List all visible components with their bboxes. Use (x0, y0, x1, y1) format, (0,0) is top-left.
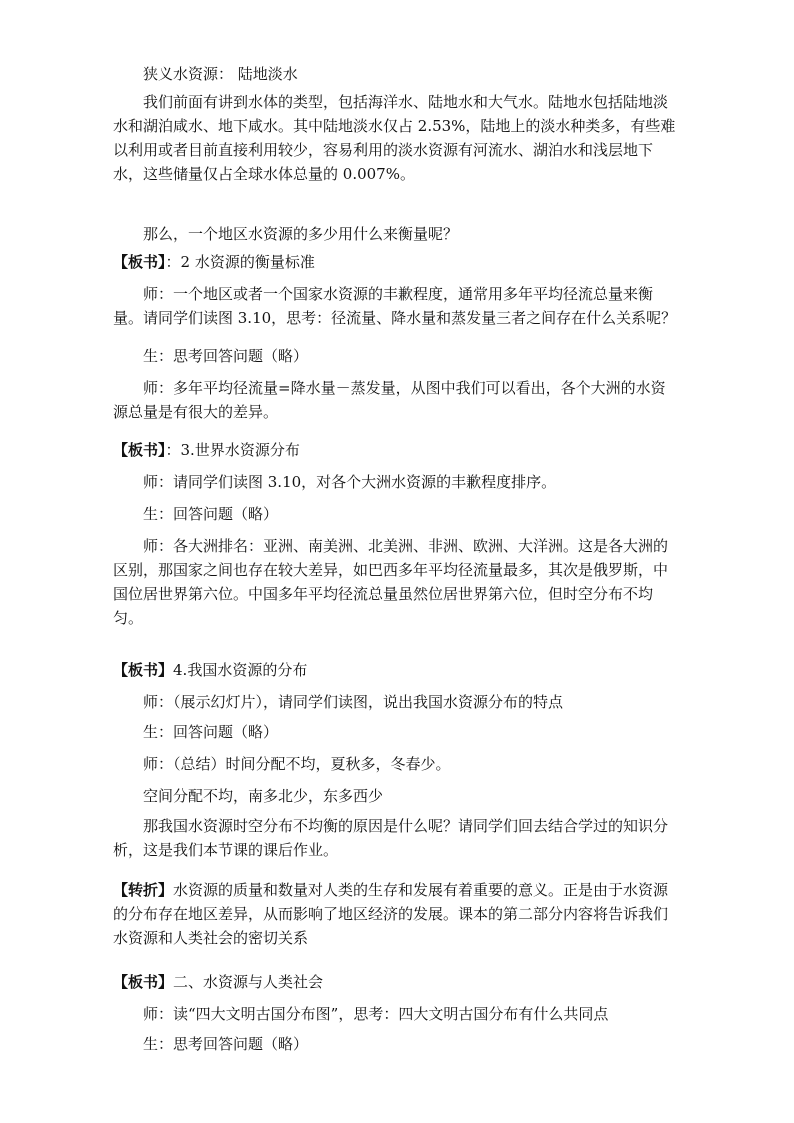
paragraph-text: 师：请同学们读图 3.10，对各个大洲水资源的丰歉程度排序。 (143, 473, 557, 491)
paragraph-text: ：2 水资源的衡量标准 (165, 253, 315, 271)
board-note (113, 658, 679, 682)
paragraph (113, 690, 679, 714)
paragraph (113, 1032, 679, 1056)
paragraph (113, 502, 679, 526)
paragraph-text: ：3.世界水资源分布 (165, 441, 300, 459)
paragraph-text: 狭义水资源： 陆地淡水 (143, 65, 298, 83)
paragraph-text: 师：一个地区或者一个国家水资源的丰歉程度，通常用多年平均径流总量来衡量。请同学们读图 3.10，思考：径流量、降水量和蒸发量三者之间存在什么关系呢？ (113, 285, 677, 327)
paragraph (113, 222, 679, 246)
paragraph (113, 1002, 679, 1026)
paragraph-text: 二、水资源与人类社会 (173, 973, 324, 991)
transition-note (113, 878, 679, 950)
board-note (113, 970, 679, 994)
paragraph (113, 784, 679, 808)
paragraph-text: 生：回答问题（略） (143, 723, 279, 741)
paragraph-text: 师：读“四大文明古国分布图”，思考：四大文明古国分布有什么共同点 (143, 1005, 609, 1023)
paragraph (113, 344, 679, 368)
paragraph-text: 师：（总结）时间分配不均，夏秋多，冬春少。 (143, 755, 451, 773)
paragraph (113, 470, 679, 494)
board-label: 【板书】 (113, 253, 166, 271)
paragraph-text: 师：多年平均径流量=降水量－蒸发量，从图中我们可以看出，各个大洲的水资源总量是有很大的差异。 (113, 379, 666, 421)
board-label: 【板书】 (113, 973, 174, 991)
transition-label: 【转折】 (113, 881, 174, 899)
paragraph (113, 282, 679, 330)
paragraph (113, 814, 679, 862)
board-label: 【板书】 (113, 441, 166, 459)
board-label: 【板书】 (113, 661, 174, 679)
paragraph (113, 376, 679, 424)
paragraph-text: 师：各大洲排名：亚洲、南美洲、北美洲、非洲、欧洲、大洋洲。这是各大洲的区别，那国家之间也存在较大差异，如巴西多年平均径流量最多，其次是俄罗斯，中国位居世界第六位。中国多年平均径流总量虽然位居世界第六位，但时空分布不均匀。 (113, 537, 669, 627)
paragraph-text: 我们前面有讲到水体的类型，包括海洋水、陆地水和大气水。陆地水包括陆地淡水和湖泊咸水、地下咸水。其中陆地淡水仅占 2.53%，陆地上的淡水种类多，有些难以利用或者目前直接利用较少，容易利用的淡水资源有河流水、湖泊水和浅层地下水，这些储量仅占全球水体总量的 0.007%。 (113, 93, 676, 183)
paragraph (113, 534, 679, 630)
board-note (113, 250, 679, 274)
paragraph-text: 那么，一个地区水资源的多少用什么来衡量呢？ (143, 225, 459, 243)
paragraph-text: 水资源的质量和数量对人类的生存和发展有着重要的意义。正是由于水资源的分布存在地区差异，从而影响了地区经济的发展。课本的第二部分内容将告诉我们水资源和人类社会的密切关系 (113, 881, 669, 947)
paragraph-text: 生：回答问题（略） (143, 505, 279, 523)
paragraph (113, 720, 679, 744)
paragraph-text: 生：思考回答问题（略） (143, 1035, 309, 1053)
paragraph-text: 空间分配不均，南多北少，东多西少 (143, 787, 384, 805)
board-note (113, 438, 679, 462)
paragraph (113, 62, 679, 86)
paragraph-text: 4.我国水资源的分布 (173, 661, 308, 679)
paragraph-text: 生：思考回答问题（略） (143, 347, 309, 365)
paragraph (113, 752, 679, 776)
paragraph-text: 那我国水资源时空分布不均衡的原因是什么呢？请同学们回去结合学过的知识分析，这是我们本节课的课后作业。 (113, 817, 669, 859)
paragraph-text: 师：（展示幻灯片），请同学们读图，说出我国水资源分布的特点 (143, 693, 564, 711)
paragraph (113, 90, 679, 186)
